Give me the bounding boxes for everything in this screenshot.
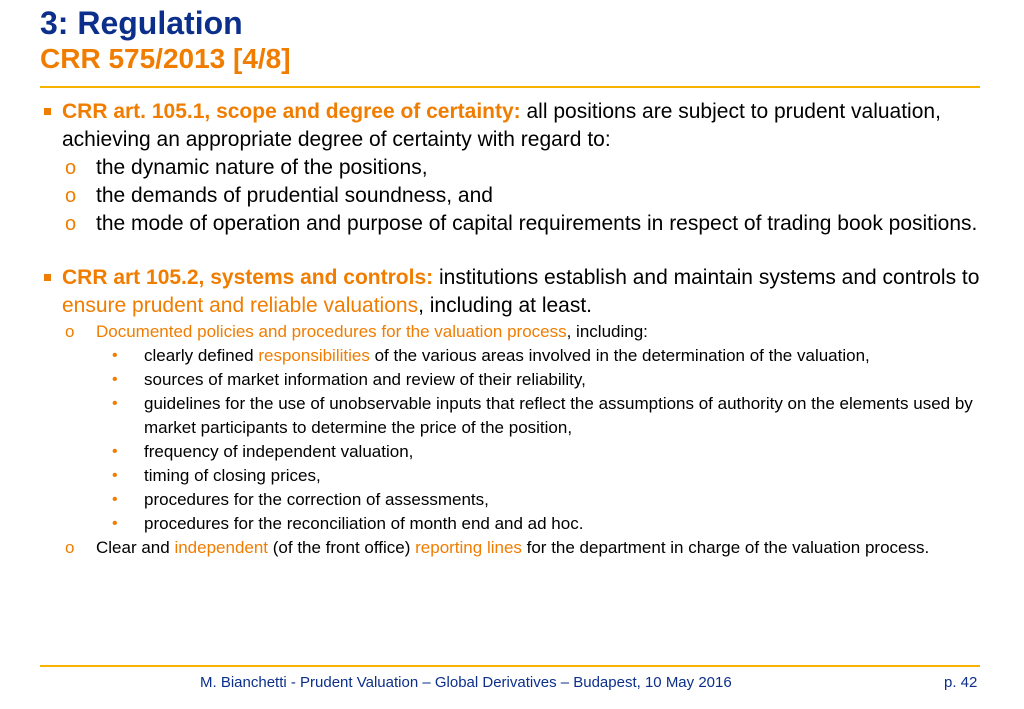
dot-bullet-icon: • [112,515,118,532]
section-1-text: all positions are subject to prudent valuation, achieving an appropriate degree of certainty with regard to: [62,100,941,151]
list-item: o Documented policies and procedures for the valuation process, including: [40,320,990,344]
circle-bullet-icon: o [65,213,77,235]
slide-title: 3: Regulation [40,5,243,41]
circle-bullet-icon: o [65,322,75,341]
dot-bullet-icon: • [112,395,118,412]
dot-bullet-icon: • [112,467,118,484]
list-item: • sources of market information and review of their reliability, [40,368,990,392]
bullet-section-1 [40,98,990,154]
list-item: • guidelines for the use of unobservable inputs that reflect the assumptions of authority on the elements used by market participants to determine the price of the position, [112,394,973,437]
circle-bullet-icon: o [65,185,77,207]
circle-bullet-icon: o [65,538,75,557]
dot-bullet-icon: • [112,491,118,508]
list-item: • procedures for the correction of assessments, [40,488,990,512]
slide-content [40,98,990,560]
list-item: o Clear and independent (of the front office) reporting lines for the department in charge of the valuation process. [40,536,990,560]
section-2-highlight: ensure prudent and reliable valuations [62,294,419,317]
list-item: • frequency of independent valuation, [40,440,990,464]
section-1-lead: CRR art. 105.1, scope and degree of certainty: [62,100,521,123]
dot-bullet-icon: • [112,347,118,364]
page-number: p. 42 [944,674,978,691]
list-item: o the mode of operation and purpose of capital requirements in respect of trading book positions. [40,210,990,238]
list-item: • procedures for the reconciliation of month end and ad hoc. [40,512,990,536]
bullet-section-2: CRR art 105.2, systems and controls: institutions establish and maintain systems and controls to ensure prudent and reliable valuations, including at least. [40,264,990,320]
dot-bullet-icon: • [112,371,118,388]
square-bullet-icon [44,274,51,281]
dot-bullet-icon: • [112,443,118,460]
list-item: • timing of closing prices, [40,464,990,488]
footer-divider [40,665,980,667]
circle-bullet-icon: o [65,157,77,179]
square-bullet-icon [44,108,51,115]
list-item: o the dynamic nature of the positions, [40,154,990,182]
list-item: • clearly defined responsibilities of the various areas involved in the determination of the valuation, [40,344,990,368]
list-item: o the demands of prudential soundness, and [40,182,990,210]
slide-subtitle: CRR 575/2013 [4/8] [40,43,291,74]
footer-text: M. Bianchetti - Prudent Valuation – Global Derivatives – Budapest, 10 May 2016 [200,674,732,691]
section-2-lead: CRR art 105.2, systems and controls: [62,266,434,289]
header-divider [40,86,980,88]
